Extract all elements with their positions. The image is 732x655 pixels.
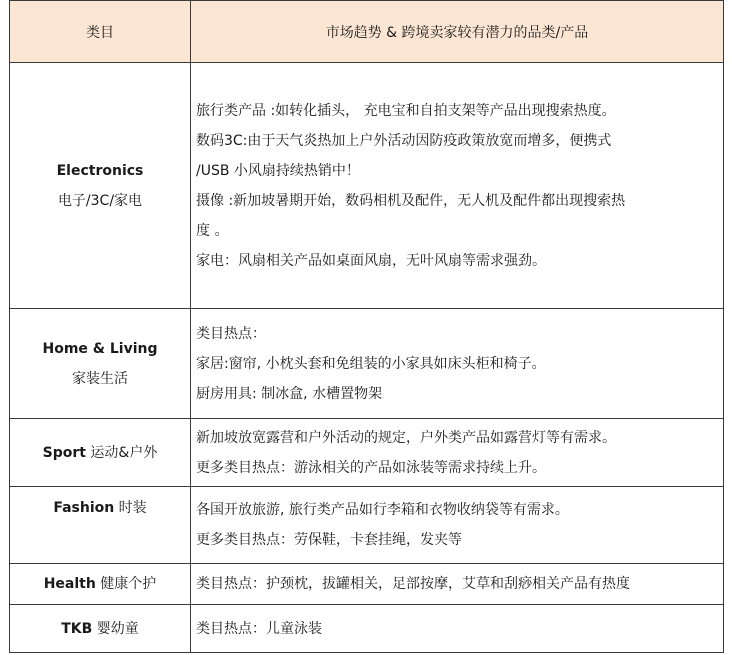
trend-line: 各国开放旅游, 旅行类产品如行李箱和衣物收纳袋等有需求。 — [196, 502, 569, 518]
category-name-en: Sport — [42, 444, 86, 461]
table-row — [10, 63, 724, 309]
trend-line: 摄像 :新加坡暑期开始，数码相机及配件，无人机及配件都出现搜索热 — [196, 192, 626, 209]
table-row — [10, 487, 724, 564]
category-name-en: Home & Living — [42, 340, 158, 357]
trend-line: 类目热点： — [196, 325, 266, 342]
category-trend-table — [9, 0, 724, 653]
category-cell — [10, 487, 191, 564]
category-name-zh: 运动&户外 — [90, 444, 158, 461]
trend-line: 类目热点：儿童泳装 — [196, 620, 322, 637]
trend-cell — [191, 419, 724, 487]
category-cell — [10, 605, 191, 653]
category-name-en: Health — [43, 576, 96, 592]
trend-line: 厨房用具: 制冰盒, 水槽置物架 — [196, 385, 383, 402]
trend-line: 新加坡放宽露营和户外活动的规定，户外类产品如露营灯等有需求。 — [196, 429, 616, 446]
trend-cell — [191, 487, 724, 564]
trend-line: 类目热点：护颈枕，拔罐相关，足部按摩，艾草和刮痧相关产品有热度 — [196, 576, 630, 592]
header-category: 类目 — [10, 1, 191, 63]
trend-cell — [191, 63, 724, 309]
category-name-en: TKB — [61, 620, 93, 637]
category-name-en: Fashion — [53, 500, 115, 516]
category-name-zh: 健康个护 — [100, 576, 157, 592]
category-name-en: Electronics — [56, 162, 144, 179]
trend-line: 数码3C:由于天气炎热加上户外活动因防疫政策放宽而增多，便携式 — [196, 132, 612, 149]
table-row — [10, 605, 724, 653]
trend-line: 更多类目热点：劳保鞋，卡套挂绳，发夹等 — [196, 532, 462, 548]
trend-line: 更多类目热点：游泳相关的产品如泳装等需求持续上升。 — [196, 459, 546, 476]
trend-line: 度 。 — [196, 222, 229, 239]
category-name-zh: 家装生活 — [72, 370, 128, 387]
trend-line: 旅行类产品 :如转化插头， 充电宝和自拍支架等产品出现搜索热度。 — [196, 102, 616, 119]
table-row — [10, 564, 724, 605]
category-name-zh: 时装 — [118, 500, 147, 516]
category-cell — [10, 309, 191, 419]
trend-line: 家居:窗帘, 小枕头套和免组装的小家具如床头柜和椅子。 — [196, 355, 546, 372]
category-cell — [10, 564, 191, 605]
category-cell — [10, 63, 191, 309]
category-name-zh: 婴幼童 — [96, 620, 139, 637]
trend-line: /USB 小风扇持续热销中！ — [196, 162, 360, 179]
trend-cell — [191, 564, 724, 605]
trend-cell — [191, 605, 724, 653]
table-row — [10, 309, 724, 419]
table-row — [10, 419, 724, 487]
trend-cell — [191, 309, 724, 419]
category-cell — [10, 419, 191, 487]
trend-line: 家电：风扇相关产品如桌面风扇，无叶风扇等需求强劲。 — [196, 252, 546, 269]
category-name-zh: 电子/3C/家电 — [57, 192, 143, 209]
header-row — [10, 1, 724, 63]
header-trend: 市场趋势 & 跨境卖家较有潜力的品类/产品 — [191, 1, 724, 63]
